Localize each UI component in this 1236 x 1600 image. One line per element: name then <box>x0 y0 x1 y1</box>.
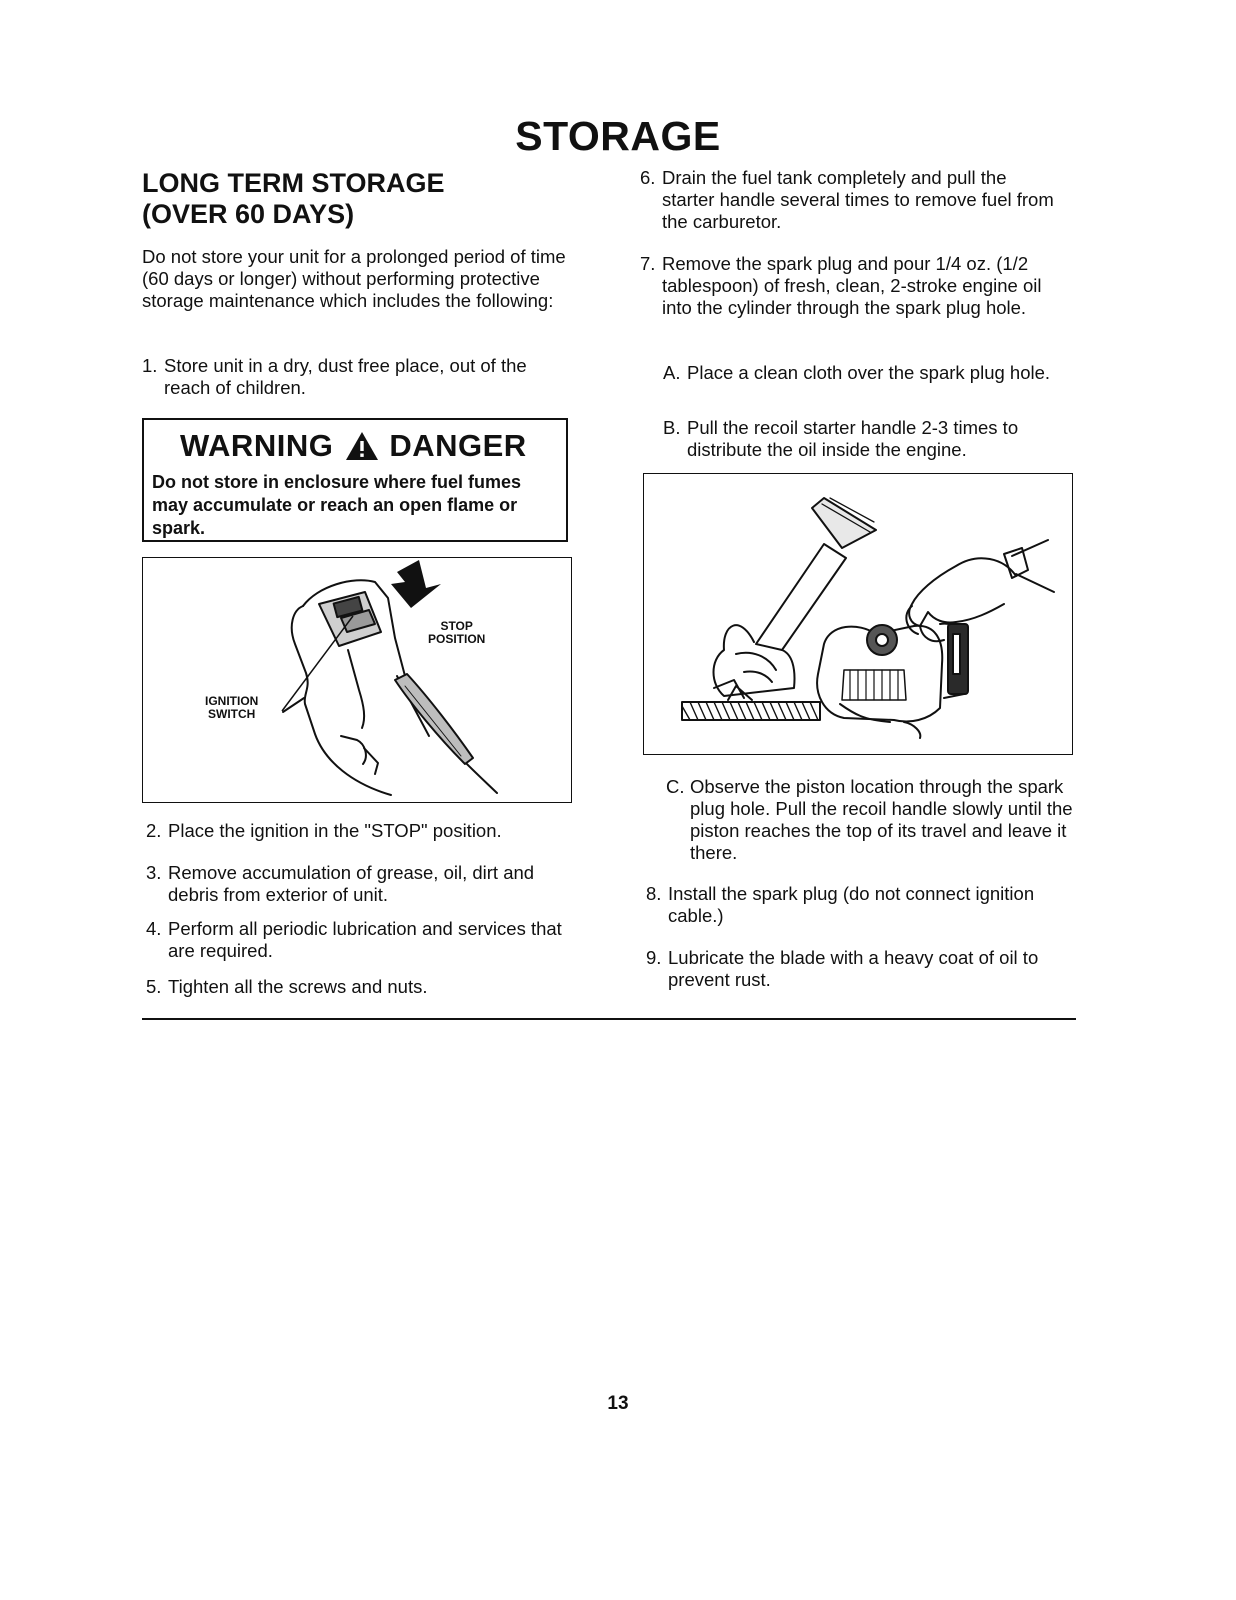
switch-label-line2: SWITCH <box>208 707 256 721</box>
ignition-switch-figure <box>142 557 572 803</box>
stop-label-line1: STOP <box>440 619 473 633</box>
step-text: Perform all periodic lubrication and services that are required. <box>168 918 562 961</box>
list-item <box>646 947 1066 991</box>
list-item <box>142 355 572 399</box>
step-text: Lubricate the blade with a heavy coat of oil to prevent rust. <box>668 947 1039 990</box>
stop-position-label <box>428 620 485 646</box>
warning-text: Do not store in enclosure where fuel fumes may accumulate or reach an open flame or spark. <box>152 472 522 538</box>
step-text: Drain the fuel tank completely and pull the starter handle several times to remove fuel from the carburetor. <box>662 167 1054 232</box>
step-text: Remove the spark plug and pour 1/4 oz. (1/2 tablespoon) of fresh, clean, 2-stroke engine oil into the cylinder through the spark plug hole. <box>662 253 1042 318</box>
substep-letter: B. <box>663 417 681 438</box>
list-item <box>663 417 1063 461</box>
warning-word: WARNING <box>180 428 334 463</box>
page-title: STORAGE <box>515 113 721 159</box>
danger-word: DANGER <box>389 428 527 463</box>
step-text: Store unit in a dry, dust free place, out of the reach of children. <box>164 355 527 398</box>
warning-title <box>180 428 527 464</box>
switch-label-line1: IGNITION <box>205 694 259 708</box>
step-text: Install the spark plug (do not connect ignition cable.) <box>668 883 1035 926</box>
substep-text: Pull the recoil starter handle 2-3 times to distribute the oil inside the engine. <box>687 417 1019 460</box>
warning-box <box>142 418 568 542</box>
substep-text: Observe the piston location through the spark plug hole. Pull the recoil handle slowly until the piston reaches the top of its travel and leave it there. <box>690 776 1073 863</box>
hedge-trimmer-illustration <box>644 474 1071 753</box>
section-heading-line2: (OVER 60 DAYS) <box>142 199 355 229</box>
list-item <box>646 883 1066 927</box>
ignition-switch-illustration <box>143 558 570 801</box>
step-number: 7. <box>640 253 656 274</box>
substep-letter: C. <box>666 776 685 797</box>
stop-label-line2: POSITION <box>428 632 486 646</box>
ignition-switch-label <box>205 695 258 721</box>
warning-triangle-icon <box>345 431 379 461</box>
page-number: 13 <box>607 1393 629 1414</box>
section-heading <box>142 168 572 230</box>
step-text: Place the ignition in the "STOP" position. <box>168 820 502 841</box>
section-divider <box>142 1018 1076 1020</box>
section-heading-line1: LONG TERM STORAGE <box>142 168 445 198</box>
intro-paragraph: Do not store your unit for a prolonged period of time (60 days or longer) without performing protective storage maintenance which includes the following: <box>142 246 566 311</box>
list-item <box>640 167 1060 233</box>
step-text: Tighten all the screws and nuts. <box>168 976 428 997</box>
step-number: 8. <box>646 883 662 904</box>
list-item <box>666 776 1076 864</box>
substep-text: Place a clean cloth over the spark plug hole. <box>687 362 1051 383</box>
list-item <box>663 362 1063 384</box>
substep-letter: A. <box>663 362 681 383</box>
list-item <box>146 820 576 842</box>
step-number: 3. <box>146 862 162 883</box>
step-number: 1. <box>142 355 158 376</box>
step-number: 4. <box>146 918 162 939</box>
step-number: 5. <box>146 976 162 997</box>
list-item <box>146 976 576 998</box>
step-text: Remove accumulation of grease, oil, dirt and debris from exterior of unit. <box>168 862 535 905</box>
step-number: 9. <box>646 947 662 968</box>
engine-oil-figure <box>643 473 1073 755</box>
step-number: 2. <box>146 820 162 841</box>
list-item <box>640 253 1060 319</box>
list-item <box>146 862 576 906</box>
list-item <box>146 918 576 962</box>
step-number: 6. <box>640 167 656 188</box>
